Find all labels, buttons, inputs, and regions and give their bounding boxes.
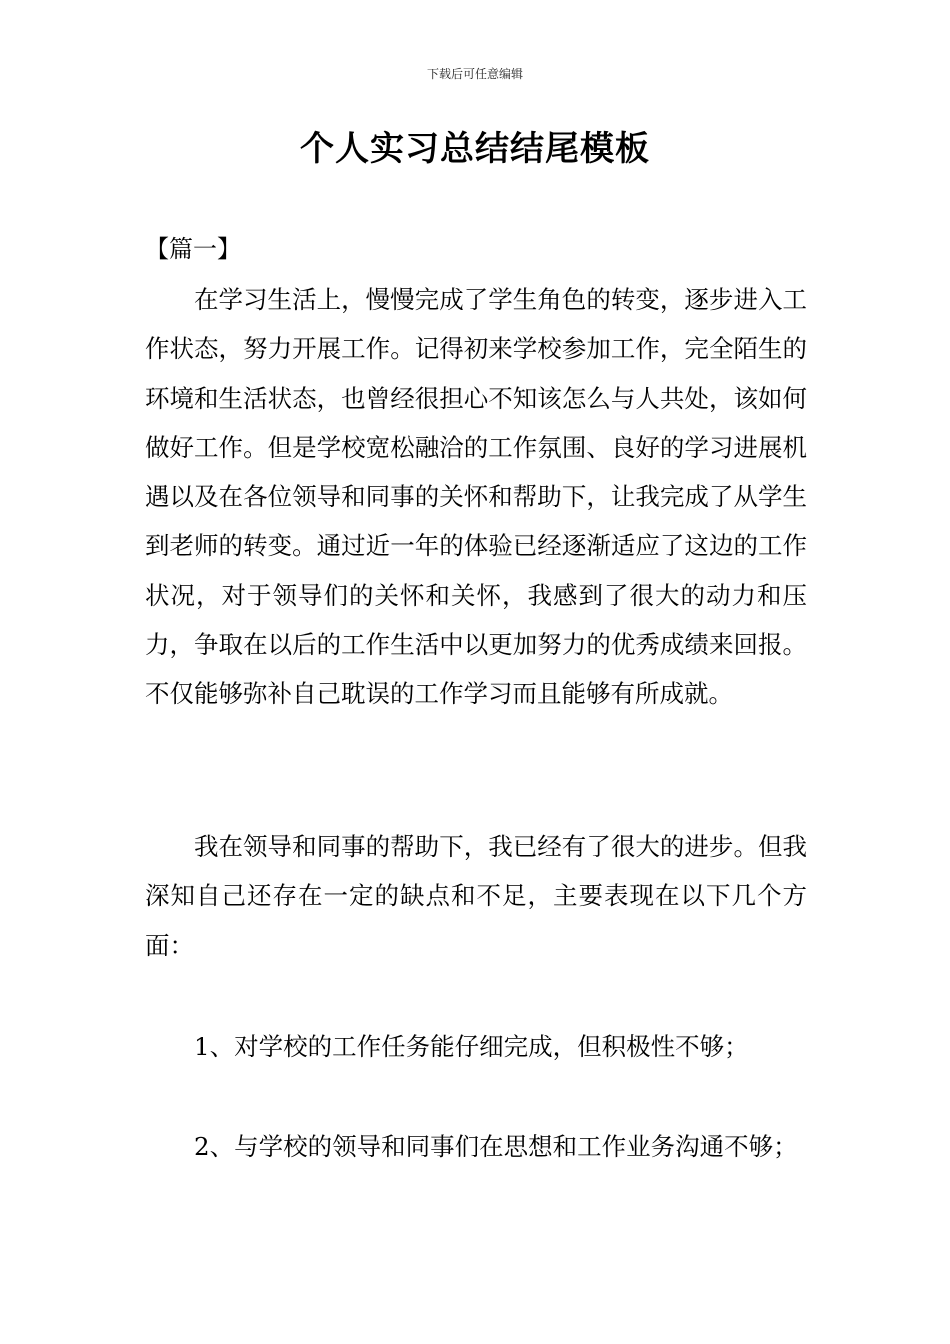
header-note: 下载后可任意编辑 (426, 67, 523, 81)
body-paragraph: 我在领导和同事的帮助下，我已经有了很大的进步。但我深知自己还存在一定的缺点和不足，主要表现在以下几个方面： (145, 832, 807, 960)
document-title: 个人实习总结结尾模板 (300, 129, 650, 169)
list-item: 1、对学校的工作任务能仔细完成，但积极性不够； (194, 1032, 749, 1061)
section-label: 【篇一】 (145, 235, 241, 263)
body-paragraph: 在学习生活上，慢慢完成了学生角色的转变，逐步进入工作状态，努力开展工作。记得初来学校参加工作，完全陌生的环境和生活状态，也曾经很担心不知该怎么与人共处，该如何做好工作。但是学校宽松融洽的工作氛围、良好的学习进展机遇以及在各位领导和同事的关怀和帮助下，让我完成了从学生到老师的转变。通过近一年的体验已经逐渐适应了这边的工作状况，对于领导们的关怀和关怀，我感到了很大的动力和压力，争取在以后的工作生活中以更加努力的优秀成绩来回报。不仅能够弥补自己耽误的工作学习而且能够有所成就。 (145, 285, 807, 709)
list-item: 2、与学校的领导和同事们在思想和工作业务沟通不够； (194, 1132, 798, 1161)
